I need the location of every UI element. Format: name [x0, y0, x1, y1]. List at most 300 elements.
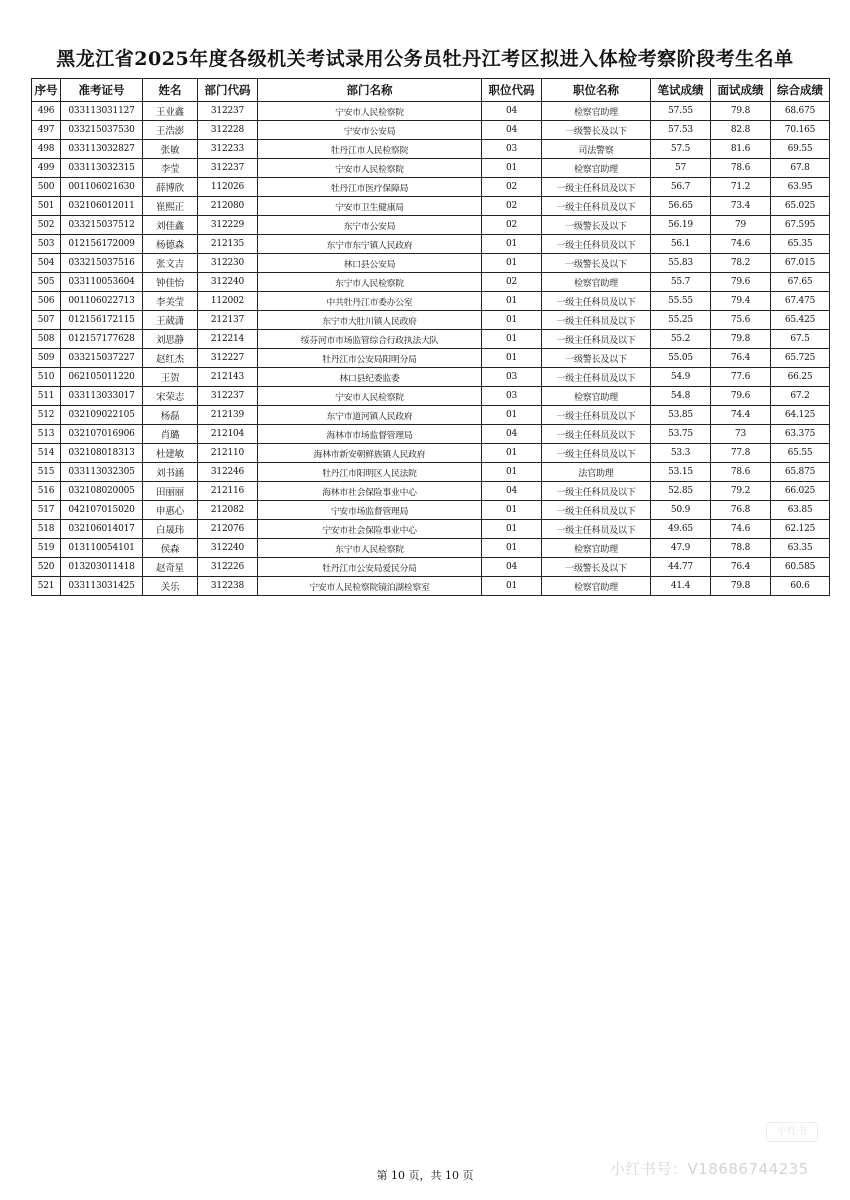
dept-name-cell: 宁安市卫生健康局 [258, 197, 482, 216]
ticket-number-cell: 033113032827 [61, 140, 143, 159]
position-code-cell: 01 [482, 406, 542, 425]
position-name-cell: 一级主任科员及以下 [542, 235, 651, 254]
interview-score-cell: 73 [711, 425, 771, 444]
ticket-number-cell: 033215037530 [61, 121, 143, 140]
seq-cell: 501 [32, 197, 61, 216]
ticket-number-cell: 032106014017 [61, 520, 143, 539]
dept-name-cell: 牡丹江市人民检察院 [258, 140, 482, 159]
position-name-cell: 检察官助理 [542, 577, 651, 596]
dept-name-cell: 中共牡丹江市委办公室 [258, 292, 482, 311]
position-name-cell: 司法警察 [542, 140, 651, 159]
column-header-seq: 序号 [32, 79, 61, 102]
table-row [32, 178, 830, 197]
position-code-cell: 01 [482, 254, 542, 273]
table-header-row [32, 79, 830, 102]
dept-code-cell: 212214 [198, 330, 258, 349]
name-cell: 薛博欣 [143, 178, 198, 197]
dept-code-cell: 312227 [198, 349, 258, 368]
position-name-cell: 一级警长及以下 [542, 558, 651, 577]
total-score-cell: 67.015 [771, 254, 830, 273]
seq-cell: 496 [32, 102, 61, 121]
dept-name-cell: 牡丹江市公安局爱民分局 [258, 558, 482, 577]
name-cell: 杨德森 [143, 235, 198, 254]
position-name-cell: 一级警长及以下 [542, 121, 651, 140]
ticket-number-cell: 033215037512 [61, 216, 143, 235]
position-code-cell: 04 [482, 482, 542, 501]
dept-code-cell: 112026 [198, 178, 258, 197]
dept-name-cell: 东宁市大肚川镇人民政府 [258, 311, 482, 330]
name-cell: 王贺 [143, 368, 198, 387]
position-code-cell: 01 [482, 444, 542, 463]
dept-name-cell: 林口县纪委监委 [258, 368, 482, 387]
table-row [32, 406, 830, 425]
seq-cell: 503 [32, 235, 61, 254]
table-row [32, 482, 830, 501]
table-row [32, 292, 830, 311]
dept-name-cell: 东宁市人民检察院 [258, 273, 482, 292]
written-score-cell: 55.83 [651, 254, 711, 273]
seq-cell: 519 [32, 539, 61, 558]
seq-cell: 505 [32, 273, 61, 292]
dept-code-cell: 312240 [198, 273, 258, 292]
ticket-number-cell: 012156172009 [61, 235, 143, 254]
written-score-cell: 53.85 [651, 406, 711, 425]
position-name-cell: 一级警长及以下 [542, 254, 651, 273]
dept-code-cell: 312229 [198, 216, 258, 235]
written-score-cell: 55.55 [651, 292, 711, 311]
ticket-number-cell: 032106012011 [61, 197, 143, 216]
interview-score-cell: 79.4 [711, 292, 771, 311]
position-name-cell: 一级主任科员及以下 [542, 368, 651, 387]
dept-code-cell: 212143 [198, 368, 258, 387]
total-score-cell: 68.675 [771, 102, 830, 121]
dept-name-cell: 东宁市道河镇人民政府 [258, 406, 482, 425]
dept-code-cell: 212082 [198, 501, 258, 520]
written-score-cell: 55.2 [651, 330, 711, 349]
total-score-cell: 65.725 [771, 349, 830, 368]
dept-name-cell: 宁安市社会保险事业中心 [258, 520, 482, 539]
seq-cell: 510 [32, 368, 61, 387]
total-score-cell: 63.95 [771, 178, 830, 197]
name-cell: 刘佳鑫 [143, 216, 198, 235]
name-cell: 张敏 [143, 140, 198, 159]
name-cell: 侯森 [143, 539, 198, 558]
position-name-cell: 检察官助理 [542, 159, 651, 178]
position-code-cell: 04 [482, 425, 542, 444]
seq-cell: 517 [32, 501, 61, 520]
dept-code-cell: 312228 [198, 121, 258, 140]
name-cell: 刘书涵 [143, 463, 198, 482]
interview-score-cell: 79.8 [711, 577, 771, 596]
position-code-cell: 03 [482, 140, 542, 159]
written-score-cell: 47.9 [651, 539, 711, 558]
dept-code-cell: 312240 [198, 539, 258, 558]
total-score-cell: 67.8 [771, 159, 830, 178]
total-score-cell: 63.85 [771, 501, 830, 520]
interview-score-cell: 76.8 [711, 501, 771, 520]
dept-name-cell: 宁安市人民检察院 [258, 387, 482, 406]
seq-cell: 521 [32, 577, 61, 596]
seq-cell: 514 [32, 444, 61, 463]
position-name-cell: 一级主任科员及以下 [542, 520, 651, 539]
ticket-number-cell: 033113031425 [61, 577, 143, 596]
dept-code-cell: 212135 [198, 235, 258, 254]
column-header-interview-score: 面试成绩 [711, 79, 771, 102]
position-code-cell: 01 [482, 235, 542, 254]
page-footer: 第 10 页，共 10 页 [376, 1169, 474, 1182]
ticket-number-cell: 013203011418 [61, 558, 143, 577]
name-cell: 肖璐 [143, 425, 198, 444]
total-score-cell: 65.425 [771, 311, 830, 330]
interview-score-cell: 81.6 [711, 140, 771, 159]
interview-score-cell: 74.4 [711, 406, 771, 425]
total-score-cell: 70.165 [771, 121, 830, 140]
dept-code-cell: 312246 [198, 463, 258, 482]
interview-score-cell: 79.6 [711, 273, 771, 292]
total-score-cell: 67.5 [771, 330, 830, 349]
position-name-cell: 一级警长及以下 [542, 349, 651, 368]
seq-cell: 497 [32, 121, 61, 140]
seq-cell: 499 [32, 159, 61, 178]
position-code-cell: 04 [482, 121, 542, 140]
total-score-cell: 67.2 [771, 387, 830, 406]
interview-score-cell: 73.4 [711, 197, 771, 216]
total-score-cell: 65.025 [771, 197, 830, 216]
position-code-cell: 03 [482, 368, 542, 387]
ticket-number-cell: 042107015020 [61, 501, 143, 520]
dept-code-cell: 212137 [198, 311, 258, 330]
dept-name-cell: 宁安市人民检察院 [258, 102, 482, 121]
dept-name-cell: 林口县公安局 [258, 254, 482, 273]
total-score-cell: 63.375 [771, 425, 830, 444]
written-score-cell: 50.9 [651, 501, 711, 520]
interview-score-cell: 77.8 [711, 444, 771, 463]
ticket-number-cell: 033110053604 [61, 273, 143, 292]
table-row [32, 273, 830, 292]
written-score-cell: 41.4 [651, 577, 711, 596]
interview-score-cell: 79.8 [711, 102, 771, 121]
total-score-cell: 60.585 [771, 558, 830, 577]
ticket-number-cell: 033113031127 [61, 102, 143, 121]
table-row [32, 539, 830, 558]
written-score-cell: 57.55 [651, 102, 711, 121]
position-code-cell: 02 [482, 178, 542, 197]
seq-cell: 502 [32, 216, 61, 235]
ticket-number-cell: 033113032305 [61, 463, 143, 482]
position-name-cell: 一级主任科员及以下 [542, 406, 651, 425]
position-name-cell: 一级主任科员及以下 [542, 444, 651, 463]
interview-score-cell: 79 [711, 216, 771, 235]
position-code-cell: 04 [482, 558, 542, 577]
position-name-cell: 一级警长及以下 [542, 216, 651, 235]
seq-cell: 520 [32, 558, 61, 577]
name-cell: 崔熙正 [143, 197, 198, 216]
dept-code-cell: 212076 [198, 520, 258, 539]
interview-score-cell: 76.4 [711, 558, 771, 577]
ticket-number-cell: 032108020005 [61, 482, 143, 501]
dept-name-cell: 牡丹江市阳明区人民法院 [258, 463, 482, 482]
position-code-cell: 01 [482, 463, 542, 482]
table-row [32, 197, 830, 216]
dept-code-cell: 212104 [198, 425, 258, 444]
written-score-cell: 44.77 [651, 558, 711, 577]
total-score-cell: 67.595 [771, 216, 830, 235]
name-cell: 杜建敏 [143, 444, 198, 463]
watermark-text: 小红书号：V18686744235 [610, 1160, 809, 1178]
name-cell: 赵奇星 [143, 558, 198, 577]
dept-code-cell: 312237 [198, 387, 258, 406]
table-row [32, 159, 830, 178]
position-code-cell: 03 [482, 387, 542, 406]
table-row [32, 425, 830, 444]
name-cell: 田丽丽 [143, 482, 198, 501]
position-name-cell: 一级主任科员及以下 [542, 330, 651, 349]
written-score-cell: 52.85 [651, 482, 711, 501]
position-name-cell: 一级主任科员及以下 [542, 178, 651, 197]
ticket-number-cell: 001106022713 [61, 292, 143, 311]
dept-name-cell: 牡丹江市医疗保障局 [258, 178, 482, 197]
written-score-cell: 54.8 [651, 387, 711, 406]
dept-code-cell: 312237 [198, 159, 258, 178]
ticket-number-cell: 032107016906 [61, 425, 143, 444]
table-body [32, 102, 830, 596]
position-code-cell: 01 [482, 577, 542, 596]
column-header-dept-code: 部门代码 [198, 79, 258, 102]
interview-score-cell: 78.8 [711, 539, 771, 558]
seq-cell: 508 [32, 330, 61, 349]
dept-code-cell: 312237 [198, 102, 258, 121]
seq-cell: 498 [32, 140, 61, 159]
table-row [32, 102, 830, 121]
interview-score-cell: 78.6 [711, 463, 771, 482]
seq-cell: 513 [32, 425, 61, 444]
interview-score-cell: 78.2 [711, 254, 771, 273]
name-cell: 钟佳怡 [143, 273, 198, 292]
position-code-cell: 01 [482, 311, 542, 330]
total-score-cell: 65.35 [771, 235, 830, 254]
ticket-number-cell: 012157177628 [61, 330, 143, 349]
position-code-cell: 01 [482, 539, 542, 558]
table-row [32, 558, 830, 577]
dept-name-cell: 宁安市人民检察院 [258, 159, 482, 178]
ticket-number-cell: 062105011220 [61, 368, 143, 387]
position-code-cell: 01 [482, 349, 542, 368]
dept-name-cell: 宁安市场监督管理局 [258, 501, 482, 520]
interview-score-cell: 82.8 [711, 121, 771, 140]
name-cell: 王浩澎 [143, 121, 198, 140]
total-score-cell: 64.125 [771, 406, 830, 425]
total-score-cell: 67.475 [771, 292, 830, 311]
dept-name-cell: 东宁市公安局 [258, 216, 482, 235]
interview-score-cell: 75.6 [711, 311, 771, 330]
ticket-number-cell: 033113032315 [61, 159, 143, 178]
seq-cell: 509 [32, 349, 61, 368]
written-score-cell: 49.65 [651, 520, 711, 539]
table-row [32, 349, 830, 368]
written-score-cell: 55.25 [651, 311, 711, 330]
dept-code-cell: 312226 [198, 558, 258, 577]
interview-score-cell: 74.6 [711, 235, 771, 254]
seq-cell: 512 [32, 406, 61, 425]
column-header-written-score: 笔试成绩 [651, 79, 711, 102]
ticket-number-cell: 032108018313 [61, 444, 143, 463]
name-cell: 王业鑫 [143, 102, 198, 121]
seq-cell: 507 [32, 311, 61, 330]
written-score-cell: 53.15 [651, 463, 711, 482]
written-score-cell: 56.1 [651, 235, 711, 254]
written-score-cell: 53.75 [651, 425, 711, 444]
dept-name-cell: 海林市社会保险事业中心 [258, 482, 482, 501]
table-row [32, 368, 830, 387]
dept-name-cell: 东宁市东宁镇人民政府 [258, 235, 482, 254]
written-score-cell: 56.65 [651, 197, 711, 216]
table-row [32, 140, 830, 159]
written-score-cell: 55.7 [651, 273, 711, 292]
table-row [32, 121, 830, 140]
ticket-number-cell: 001106021630 [61, 178, 143, 197]
table-row [32, 311, 830, 330]
dept-code-cell: 212116 [198, 482, 258, 501]
position-code-cell: 02 [482, 216, 542, 235]
table-row [32, 254, 830, 273]
position-name-cell: 一级主任科员及以下 [542, 482, 651, 501]
total-score-cell: 60.6 [771, 577, 830, 596]
ticket-number-cell: 033215037227 [61, 349, 143, 368]
written-score-cell: 57.53 [651, 121, 711, 140]
position-code-cell: 02 [482, 273, 542, 292]
written-score-cell: 55.05 [651, 349, 711, 368]
dept-code-cell: 312230 [198, 254, 258, 273]
dept-name-cell: 绥芬河市市场监管综合行政执法大队 [258, 330, 482, 349]
total-score-cell: 62.125 [771, 520, 830, 539]
seq-cell: 506 [32, 292, 61, 311]
position-code-cell: 01 [482, 501, 542, 520]
position-code-cell: 01 [482, 159, 542, 178]
column-header-ticket-number: 准考证号 [61, 79, 143, 102]
seq-cell: 504 [32, 254, 61, 273]
interview-score-cell: 76.4 [711, 349, 771, 368]
table-row [32, 216, 830, 235]
ticket-number-cell: 033113033017 [61, 387, 143, 406]
position-code-cell: 01 [482, 330, 542, 349]
total-score-cell: 69.55 [771, 140, 830, 159]
position-name-cell: 一级主任科员及以下 [542, 311, 651, 330]
table-row [32, 577, 830, 596]
total-score-cell: 63.35 [771, 539, 830, 558]
name-cell: 李莹 [143, 159, 198, 178]
dept-code-cell: 212139 [198, 406, 258, 425]
dept-name-cell: 牡丹江市公安局阳明分局 [258, 349, 482, 368]
position-name-cell: 检察官助理 [542, 387, 651, 406]
written-score-cell: 57.5 [651, 140, 711, 159]
total-score-cell: 66.025 [771, 482, 830, 501]
total-score-cell: 66.25 [771, 368, 830, 387]
dept-code-cell: 212110 [198, 444, 258, 463]
position-code-cell: 01 [482, 292, 542, 311]
name-cell: 刘思静 [143, 330, 198, 349]
interview-score-cell: 79.6 [711, 387, 771, 406]
name-cell: 张文吉 [143, 254, 198, 273]
interview-score-cell: 79.8 [711, 330, 771, 349]
seq-cell: 511 [32, 387, 61, 406]
column-header-name: 姓名 [143, 79, 198, 102]
column-header-position-code: 职位代码 [482, 79, 542, 102]
written-score-cell: 54.9 [651, 368, 711, 387]
dept-code-cell: 112002 [198, 292, 258, 311]
position-name-cell: 一级主任科员及以下 [542, 501, 651, 520]
table-row [32, 330, 830, 349]
ticket-number-cell: 012156172115 [61, 311, 143, 330]
table-row [32, 520, 830, 539]
seq-cell: 518 [32, 520, 61, 539]
column-header-position-name: 职位名称 [542, 79, 651, 102]
interview-score-cell: 78.6 [711, 159, 771, 178]
watermark-logo: 小红书 [766, 1122, 818, 1142]
ticket-number-cell: 033215037516 [61, 254, 143, 273]
total-score-cell: 67.65 [771, 273, 830, 292]
written-score-cell: 56.7 [651, 178, 711, 197]
candidate-table [31, 78, 830, 596]
seq-cell: 515 [32, 463, 61, 482]
column-header-total-score: 综合成绩 [771, 79, 830, 102]
table-row [32, 444, 830, 463]
position-name-cell: 法官助理 [542, 463, 651, 482]
name-cell: 宋荣志 [143, 387, 198, 406]
position-name-cell: 检察官助理 [542, 102, 651, 121]
total-score-cell: 65.55 [771, 444, 830, 463]
table-row [32, 463, 830, 482]
written-score-cell: 57 [651, 159, 711, 178]
position-code-cell: 01 [482, 520, 542, 539]
ticket-number-cell: 032109022105 [61, 406, 143, 425]
total-score-cell: 65.875 [771, 463, 830, 482]
position-name-cell: 一级主任科员及以下 [542, 425, 651, 444]
dept-name-cell: 宁安市公安局 [258, 121, 482, 140]
name-cell: 李美莹 [143, 292, 198, 311]
table-row [32, 235, 830, 254]
position-name-cell: 检察官助理 [542, 539, 651, 558]
dept-name-cell: 宁安市人民检察院镜泊湖检察室 [258, 577, 482, 596]
written-score-cell: 56.19 [651, 216, 711, 235]
ticket-number-cell: 013110054101 [61, 539, 143, 558]
dept-code-cell: 312233 [198, 140, 258, 159]
position-name-cell: 一级主任科员及以下 [542, 197, 651, 216]
seq-cell: 500 [32, 178, 61, 197]
interview-score-cell: 77.6 [711, 368, 771, 387]
name-cell: 关乐 [143, 577, 198, 596]
interview-score-cell: 71.2 [711, 178, 771, 197]
position-name-cell: 检察官助理 [542, 273, 651, 292]
dept-name-cell: 东宁市人民检察院 [258, 539, 482, 558]
dept-name-cell: 海林市新安朝鲜族镇人民政府 [258, 444, 482, 463]
interview-score-cell: 74.6 [711, 520, 771, 539]
column-header-dept-name: 部门名称 [258, 79, 482, 102]
name-cell: 白晟玮 [143, 520, 198, 539]
position-code-cell: 04 [482, 102, 542, 121]
dept-name-cell: 海林市市场监督管理局 [258, 425, 482, 444]
name-cell: 赵红杰 [143, 349, 198, 368]
name-cell: 王葳潇 [143, 311, 198, 330]
page-title: 黑龙江省2025年度各级机关考试录用公务员牡丹江考区拟进入体检考察阶段考生名单 [56, 48, 794, 70]
name-cell: 杨磊 [143, 406, 198, 425]
position-name-cell: 一级主任科员及以下 [542, 292, 651, 311]
table-row [32, 501, 830, 520]
position-code-cell: 02 [482, 197, 542, 216]
name-cell: 申惠心 [143, 501, 198, 520]
seq-cell: 516 [32, 482, 61, 501]
interview-score-cell: 79.2 [711, 482, 771, 501]
table-row [32, 387, 830, 406]
